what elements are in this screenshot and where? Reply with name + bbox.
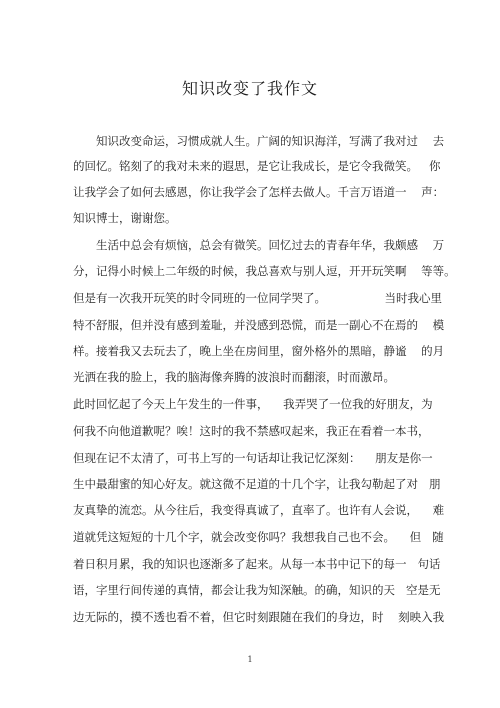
text-line: 生活中总会有烦恼，总会有微笑。回忆过去的青春年华，我颇感 万 [96, 238, 445, 252]
text-line: 样。接着我又去玩去了，晚上坐在房间里，窗外格外的黑暗，静谧 的月 [73, 344, 445, 358]
text-line: 生中最甜蜜的知心好友。就这微不足道的十几个字，让我勾勒起了对 朋 [73, 477, 441, 491]
text-line: 着日积月累，我的知识也逐渐多了起来。从每一本书中记下的每一 句话 [73, 557, 441, 571]
text-line: 语，字里行间传递的真情，都会让我为知深触。的确，知识的天 空是无 [73, 583, 441, 597]
text-line: 道就凭这短短的十几个字，就会改变你吗？我想我自己也不会。 但 随 [73, 530, 444, 544]
text-line: 光洒在我的脸上，我的脑海像奔腾的波浪时而翻滚，时而激昂。 [73, 370, 395, 384]
text-line: 的回忆。铭刻了的我对未来的遐思，是它让我成长，是它令我微笑。 你 [73, 159, 441, 173]
document-title: 知识改变了我作文 [181, 79, 318, 98]
page-number: 1 [247, 655, 253, 664]
text-line: 友真挚的流恋。从今往后，我变得真诚了，直率了。也许有人会说， 难 [73, 503, 445, 517]
text-line: 此时回忆起了今天上午发生的一件事， 我弄哭了一位我的好朋友，为 [73, 397, 433, 411]
text-line: 知识改变命运，习惯成就人生。广阔的知识海洋，写满了我对过 去 [96, 134, 445, 148]
text-line: 特不舒服，但并没有感到羞耻，并没感到恐慌，而是一副心不在焉的 模 [73, 318, 445, 332]
text-line: 知识博士，谢谢您。 [73, 211, 177, 225]
text-line: 分，记得小时候上二年级的时候，我总喜欢与别人逗，开开玩笑啊 等等。 [73, 264, 456, 278]
text-line: 何我不向他道歉呢？唉！这时的我不禁感叹起来，我正在看着一本书， [73, 424, 430, 438]
text-line: 但现在记不太清了，可书上写的一句话却让我记忆深刻： 朋友是你一 [73, 451, 433, 465]
text-line: 让我学会了如何去感恩，你让我学会了怎样去做人。千言万语道一 声： [73, 185, 445, 199]
text-line: 但是有一次我开玩笑的时令同班的一位同学哭了。 当时我心里 [73, 291, 442, 305]
text-line: 边无际的，摸不透也看不着，但它时刻跟随在我们的身边，时 刻映入我 [73, 610, 445, 624]
